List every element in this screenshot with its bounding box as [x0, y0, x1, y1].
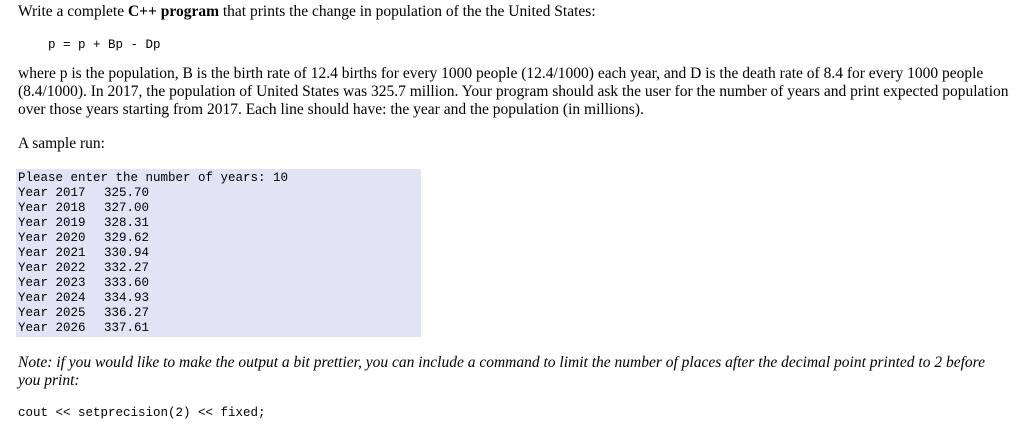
- year-label: Year 2024: [18, 291, 86, 305]
- output-row: [18, 246, 421, 261]
- year-label: Year 2022: [18, 261, 86, 275]
- population-value: 332.27: [104, 261, 150, 275]
- year-label: Year 2021: [18, 246, 86, 260]
- formatting-note: [18, 354, 1008, 390]
- output-row: [18, 261, 421, 276]
- output-row: [18, 201, 421, 216]
- year-label: Year 2025: [18, 306, 86, 320]
- output-row: [18, 276, 421, 291]
- sample-run-heading: A sample run:: [18, 135, 105, 152]
- population-value: 333.60: [104, 276, 150, 290]
- output-row: [18, 291, 421, 306]
- year-label: Year 2017: [18, 186, 86, 200]
- output-row: [18, 186, 421, 201]
- intro-lead: Write a complete: [18, 3, 128, 20]
- population-value: 334.93: [104, 291, 150, 305]
- output-row: [18, 306, 421, 321]
- formula: p = p + Bp - Dp: [48, 38, 161, 52]
- population-value: 328.31: [104, 216, 150, 230]
- output-row: [18, 216, 421, 231]
- output-row: [18, 231, 421, 246]
- problem-description: where p is the population, B is the birth rate of 12.4 births for every 1000 people (12.4/1000) each year, and D is the death rate of 8.4 for every 1000 people (8.4/1000). In 2017, the population of United States was 325.7 million. Your program should ask the user for the number of years and print expected population over those years starting from 2017. Each line should have: the year and the population (in millions).: [18, 65, 1009, 118]
- population-value: 330.94: [104, 246, 150, 260]
- population-value: 336.27: [104, 306, 150, 320]
- population-value: 327.00: [104, 201, 150, 215]
- intro-tail: that prints the change in population of the the United States:: [218, 3, 596, 20]
- instruction-heading: [18, 3, 596, 21]
- intro-bold: C++ program: [127, 3, 219, 20]
- population-value: 329.62: [104, 231, 150, 245]
- year-label: Year 2023: [18, 276, 86, 290]
- sample-run-output: [16, 169, 421, 337]
- sample-prompt: Please enter the number of years: 10: [18, 171, 289, 185]
- year-label: Year 2020: [18, 231, 86, 245]
- code-snippet: cout << setprecision(2) << fixed;: [18, 406, 266, 420]
- population-value: 325.70: [104, 186, 150, 200]
- output-row: [18, 321, 421, 336]
- population-value: 337.61: [104, 321, 150, 335]
- year-label: Year 2018: [18, 201, 86, 215]
- note-text: if you would like to make the output a bit prettier, you can include a command to limit the number of places after the decimal point printed to 2 before you print:: [18, 354, 986, 389]
- year-label: Year 2026: [18, 321, 86, 335]
- year-label: Year 2019: [18, 216, 86, 230]
- note-label: Note:: [18, 354, 53, 371]
